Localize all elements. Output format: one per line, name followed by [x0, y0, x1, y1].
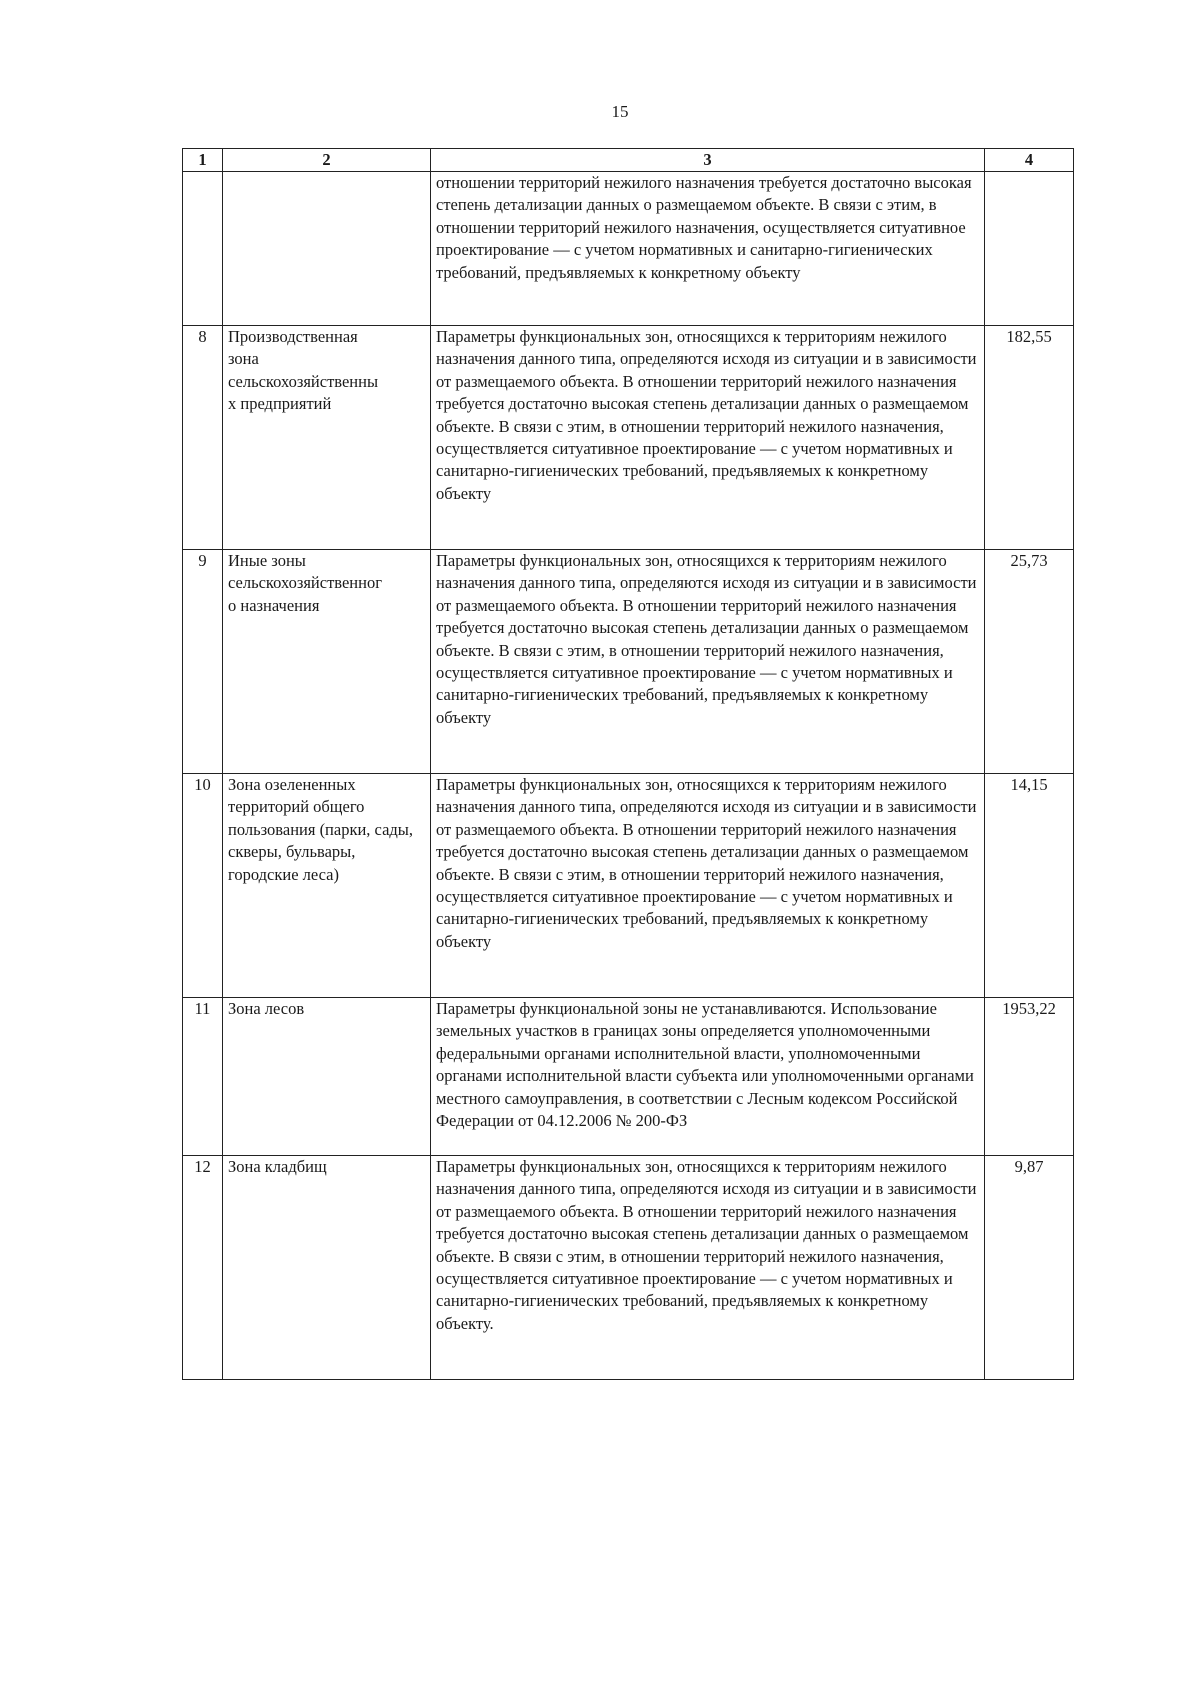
table-row	[183, 998, 1074, 1156]
zone-area: 1953,22	[985, 998, 1074, 1156]
zone-description: Параметры функциональной зоны не устанавливаются. Использование земельных участков в границах зоны определяется уполномоченными федеральными органами исполнительной власти, уполномоченными органами исполнительной власти субъекта или уполномоченными органами местного самоуправления, в соответствии с Лесным кодексом Российской Федерации от 04.12.2006 № 200-ФЗ	[431, 998, 985, 1156]
zone-area: 14,15	[985, 774, 1074, 998]
zone-name: Иные зоны сельскохозяйственног о назначения	[223, 550, 431, 774]
table-row	[183, 774, 1074, 998]
table-row	[183, 326, 1074, 550]
zone-description: Параметры функциональных зон, относящихся к территориям нежилого назначения данного типа, определяются исходя из ситуации и в зависимости от размещаемого объекта. В отношении территорий нежилого назначения требуется достаточно высокая степень детализации данных о размещаемом объекте. В связи с этим, в отношении территорий нежилого назначения, осуществляется ситуативное проектирование — с учетом нормативных и санитарно-гигиенических требований, предъявляемых к конкретному объекту	[431, 326, 985, 550]
column-header: 4	[985, 149, 1074, 172]
zone-area: 9,87	[985, 1156, 1074, 1380]
row-number: 8	[183, 326, 223, 550]
zone-name	[223, 172, 431, 326]
zone-description: Параметры функциональных зон, относящихся к территориям нежилого назначения данного типа, определяются исходя из ситуации и в зависимости от размещаемого объекта. В отношении территорий нежилого назначения требуется достаточно высокая степень детализации данных о размещаемом объекте. В связи с этим, в отношении территорий нежилого назначения, осуществляется ситуативное проектирование — с учетом нормативных и санитарно-гигиенических требований, предъявляемых к конкретному объекту	[431, 774, 985, 998]
zone-name: Производственная зона сельскохозяйственны х предприятий	[223, 326, 431, 550]
zone-name: Зона кладбищ	[223, 1156, 431, 1380]
table-row	[183, 1156, 1074, 1380]
zone-name: Зона озелененных территорий общего пользования (парки, сады, скверы, бульвары, городские леса)	[223, 774, 431, 998]
row-number: 11	[183, 998, 223, 1156]
row-number: 12	[183, 1156, 223, 1380]
row-number: 9	[183, 550, 223, 774]
page-number: 15	[611, 102, 629, 121]
table-row	[183, 550, 1074, 774]
column-header: 2	[223, 149, 431, 172]
column-header: 1	[183, 149, 223, 172]
column-header: 3	[431, 149, 985, 172]
zone-description: Параметры функциональных зон, относящихся к территориям нежилого назначения данного типа, определяются исходя из ситуации и в зависимости от размещаемого объекта. В отношении территорий нежилого назначения требуется достаточно высокая степень детализации данных о размещаемом объекте. В связи с этим, в отношении территорий нежилого назначения, осуществляется ситуативное проектирование — с учетом нормативных и санитарно-гигиенических требований, предъявляемых к конкретному объекту	[431, 550, 985, 774]
table-row	[183, 172, 1074, 326]
zone-area: 182,55	[985, 326, 1074, 550]
zones-table	[182, 148, 1074, 1380]
zone-name: Зона лесов	[223, 998, 431, 1156]
row-number	[183, 172, 223, 326]
table-header-row	[183, 149, 1074, 172]
zone-description: Параметры функциональных зон, относящихся к территориям нежилого назначения данного типа, определяются исходя из ситуации и в зависимости от размещаемого объекта. В отношении территорий нежилого назначения требуется достаточно высокая степень детализации данных о размещаемом объекте. В связи с этим, в отношении территорий нежилого назначения, осуществляется ситуативное проектирование — с учетом нормативных и санитарно-гигиенических требований, предъявляемых к конкретному объекту.	[431, 1156, 985, 1380]
zone-area	[985, 172, 1074, 326]
zone-area: 25,73	[985, 550, 1074, 774]
row-number: 10	[183, 774, 223, 998]
zone-description: отношении территорий нежилого назначения требуется достаточно высокая степень детализации данных о размещаемом объекте. В связи с этим, в отношении территорий нежилого назначения, осуществляется ситуативное проектирование — с учетом нормативных и санитарно-гигиенических требований, предъявляемых к конкретному объекту	[431, 172, 985, 326]
